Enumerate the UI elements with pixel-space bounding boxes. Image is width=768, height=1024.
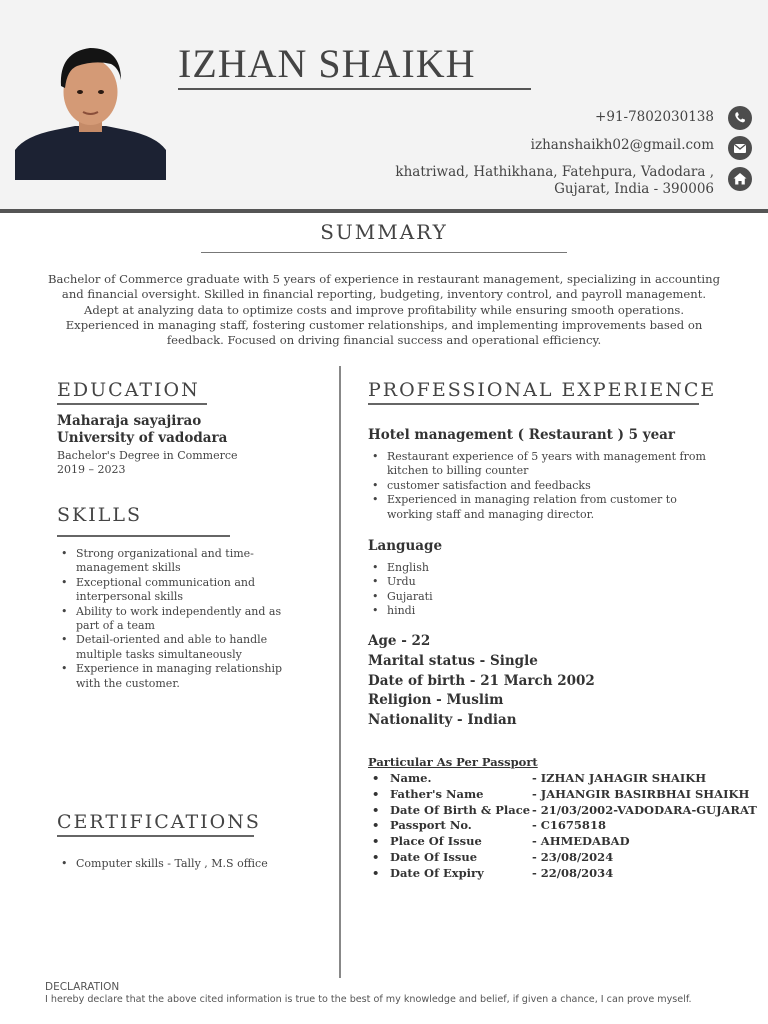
date-of-birth: Date of birth - 21 March 2002 [368,672,595,689]
candidate-name: IZHAN SHAIKH [178,41,476,86]
list-item: • Strong organizational and time-management skills [57,547,302,576]
row-label: Date Of Expiry [390,865,484,880]
job-title: Hotel management ( Restaurant ) 5 year [368,427,676,443]
row-label: Place Of Issue [390,834,482,849]
phone-icon [728,106,752,130]
summary-underline [201,252,567,253]
declaration-text: I hereby declare that the above cited information is true to the best of my knowledge and belief, if given a chance, I can prove myself. [45,994,692,1005]
list-item: • hindi [368,604,568,618]
list-item: • Exceptional communication and interpersonal skills [57,576,302,605]
list-item: • Urdu [368,575,568,589]
row-value: - JAHANGIR BASIRBHAI SHAIKH [532,786,750,801]
skills-underline [57,535,230,537]
school-line-1: Maharaja sayajirao [57,413,202,429]
certifications-heading: CERTIFICATIONS [57,811,261,833]
address-line-1: khatriwad, Hathikhana, Fatehpura, Vadodara , [395,164,714,180]
row-label: Name. [390,771,432,785]
row-value: - C1675818 [532,818,606,833]
passport-table [372,771,762,882]
education-years: 2019 – 2023 [57,463,126,476]
personal-details [368,632,595,731]
certifications-underline [57,835,254,837]
row-value: - IZHAN JAHAGIR SHAIKH [532,771,707,785]
row-label: Father's Name [390,786,484,801]
table-row: • Father's Name - JAHANGIR BASIRBHAI SHAIKH [372,787,762,803]
header-divider [0,209,768,213]
table-row: • Date Of Birth & Place - 21/03/2002-VADODARA-GUJARAT [372,803,762,819]
row-value: - AHMEDABAD [532,834,630,849]
language-list [368,561,568,619]
experience-heading: PROFESSIONAL EXPERIENCE [368,379,717,401]
list-item: • Gujarati [368,590,568,604]
nationality: Nationality - Indian [368,712,517,729]
row-value: - 23/08/2024 [532,849,614,864]
list-item: • Computer skills - Tally , M.S office [57,857,317,871]
row-label: Date Of Birth & Place [390,802,531,817]
skills-list [57,547,302,691]
certifications-list [57,857,317,871]
religion: Religion - Muslim [368,692,504,709]
list-item: • Experienced in managing relation from customer to working staff and managing director. [368,493,713,522]
passport-heading: Particular As Per Passport [368,755,538,769]
list-item: • Restaurant experience of 5 years with management from kitchen to billing counter [368,450,713,479]
profile-photo [15,40,166,180]
table-row: • Date Of Issue - 23/08/2024 [372,850,762,866]
declaration-heading: DECLARATION [45,981,120,993]
column-divider [339,366,341,978]
education-detail [57,449,317,477]
education-school [57,413,317,447]
table-row: • Passport No. - C1675818 [372,818,762,834]
table-row: • Place Of Issue - AHMEDABAD [372,834,762,850]
list-item: • customer satisfaction and feedbacks [368,479,713,493]
address-line-2: Gujarat, India - 390006 [554,181,714,197]
phone-number: +91-7802030138 [595,109,714,125]
row-value: - 22/08/2034 [532,865,614,880]
degree-name: Bachelor's Degree in Commerce [57,449,238,462]
experience-list [368,450,713,522]
age: Age - 22 [368,633,431,649]
list-item: • Detail-oriented and able to handle multiple tasks simultaneously [57,633,302,662]
education-underline [57,403,207,405]
language-heading: Language [368,538,443,554]
experience-underline [368,403,699,405]
email-address: izhanshaikh02@gmail.com [530,137,714,153]
list-item: • Experience in managing relationship with the customer. [57,662,302,691]
envelope-icon [728,136,752,160]
school-line-2: University of vadodara [57,430,228,446]
summary-heading: SUMMARY [320,220,448,244]
table-row: • Date Of Expiry - 22/08/2034 [372,866,762,882]
name-underline [178,88,531,90]
home-icon [728,167,752,191]
row-label: Date Of Issue [390,849,478,864]
skills-heading: SKILLS [57,504,142,526]
education-heading: EDUCATION [57,379,200,401]
row-value: - 21/03/2002-VADODARA-GUJARAT [532,802,757,817]
row-label: Passport No. [390,818,472,833]
list-item: • Ability to work independently and as part of a team [57,605,302,634]
marital-status: Marital status - Single [368,652,538,669]
list-item: • English [368,561,568,575]
summary-paragraph: Bachelor of Commerce graduate with 5 years of experience in restaurant management, specializing in accounting and financial oversight. Skilled in financial reporting, budgeting, inventory control, and payroll management. Adept at analyzing data to optimize costs and improve profitability while ensuring smooth operations. Experienced in managing staff, fostering customer relationships, and implementing improvements based on feedback. Focused on driving financial success and operational efficiency. [47,272,721,348]
table-row: • Name. - IZHAN JAHAGIR SHAIKH [372,771,762,787]
